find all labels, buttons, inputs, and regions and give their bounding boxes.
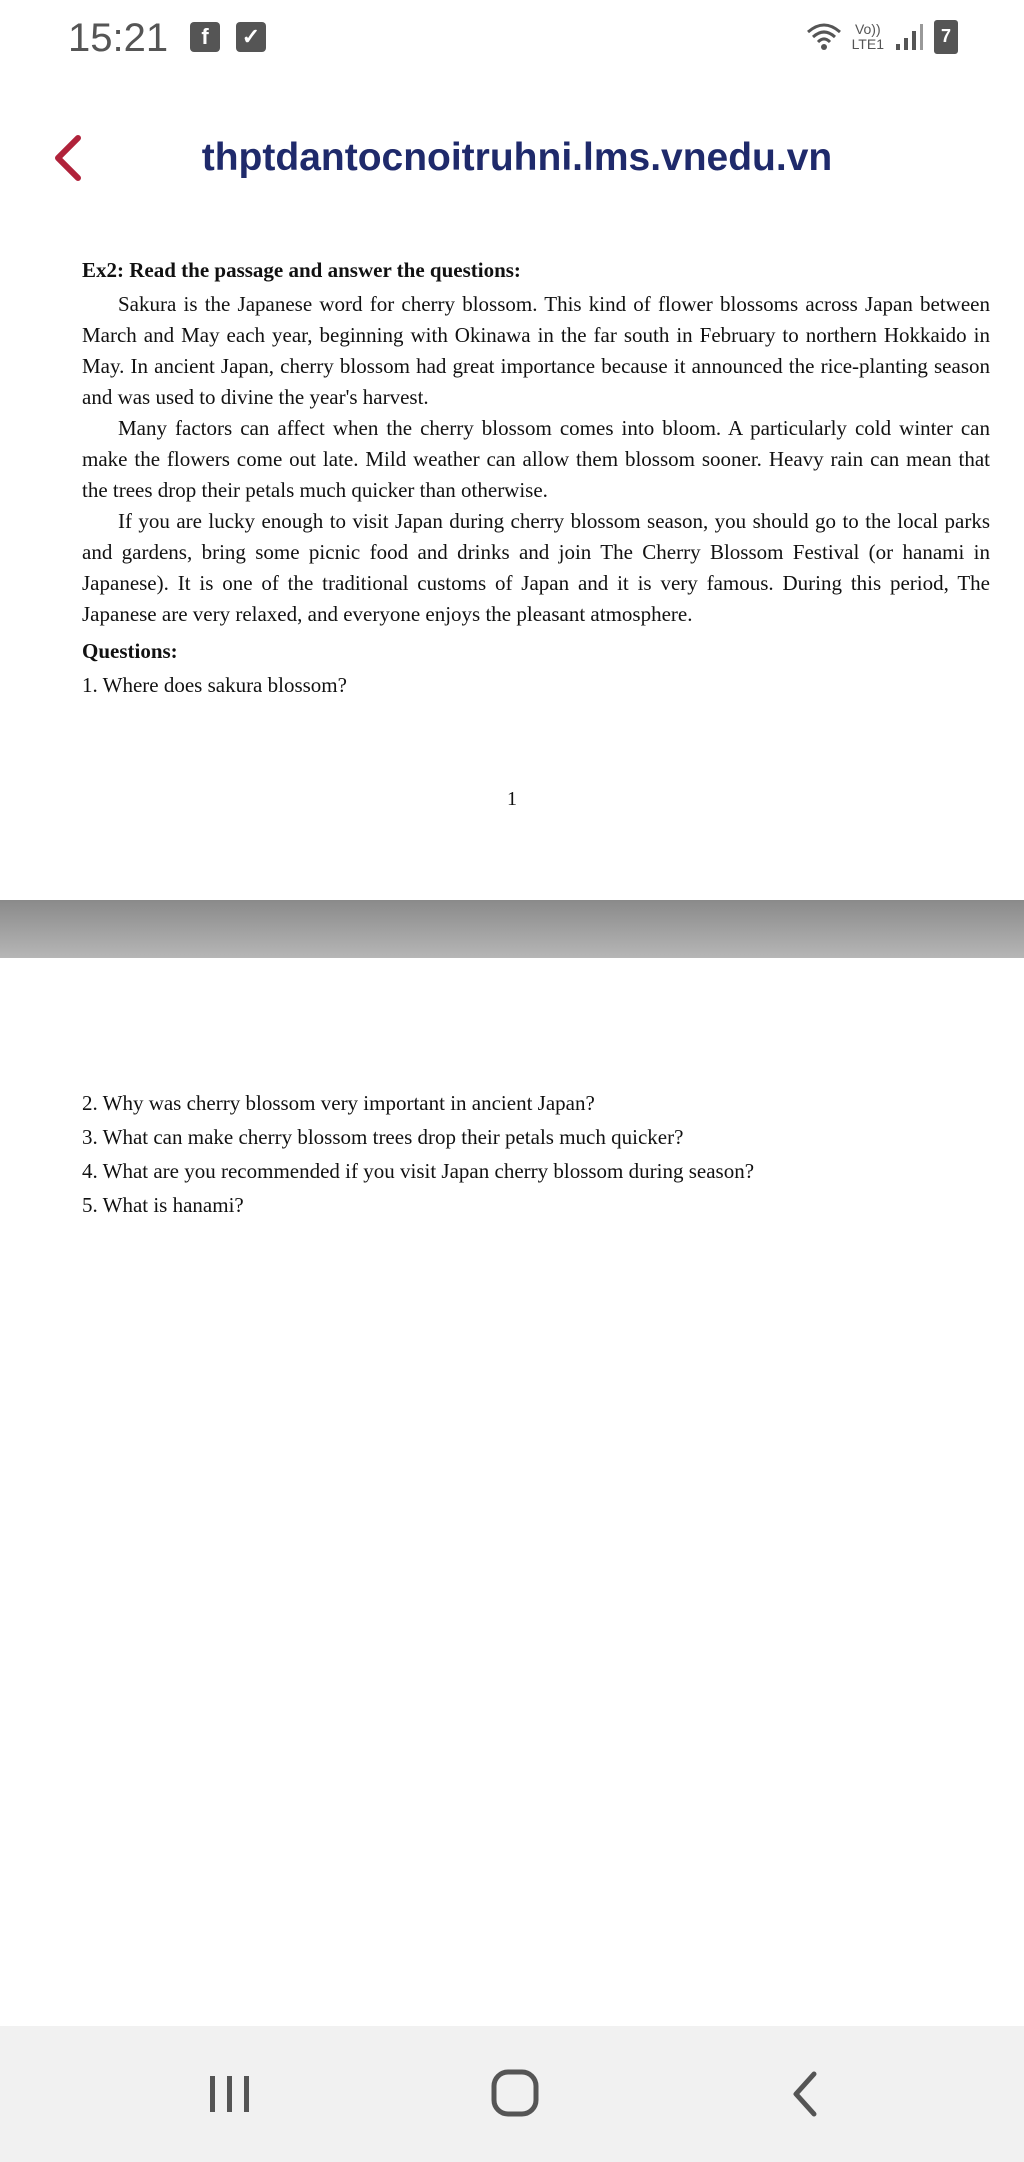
wifi-icon	[806, 22, 842, 52]
home-icon	[476, 2062, 556, 2126]
volte-indicator	[852, 22, 884, 52]
document-page-1	[0, 258, 1024, 900]
question-item: 2. Why was cherry blossom very important in ancient Japan?	[82, 1091, 595, 1115]
browser-header	[0, 110, 1024, 210]
status-system-icons	[806, 20, 958, 54]
passage-paragraph: Sakura is the Japanese word for cherry blossom. This kind of flower blossoms across Japan between March and May each year, beginning with Okinawa in the far south in February to northern Hokkaido in May. In ancient Japan, cherry blossom had great importance because it announced the rice-planting season and was used to divine the year's harvest.	[82, 292, 990, 409]
signal-icon	[894, 22, 924, 52]
question-item: 4. What are you recommended if you visit Japan cherry blossom during season?	[82, 1159, 755, 1183]
battery-level: 7	[940, 26, 951, 46]
question-item: 5. What is hanami?	[82, 1193, 244, 1217]
document-page-2	[0, 958, 1024, 2026]
question-item: 1. Where does sakura blossom?	[82, 673, 347, 697]
battery-icon	[934, 20, 958, 54]
recent-apps-icon	[190, 2062, 270, 2126]
passage-paragraph: Many factors can affect when the cherry blossom comes into bloom. A particularly cold winter can make the flowers come out late. Mild weather can allow them blossom sooner. Heavy rain can mean that the trees drop their petals much quicker than otherwise.	[82, 416, 990, 502]
passage-paragraph: If you are lucky enough to visit Japan during cherry blossom season, you should go to the local parks and gardens, bring some picnic food and drinks and join The Cherry Blossom Festival (or hanami in Japanese). It is one of the traditional customs of Japan and it is very famous. During this period, The Japanese are very relaxed, and everyone enjoys the pleasant atmosphere.	[82, 509, 990, 626]
system-back-button[interactable]	[766, 2062, 846, 2126]
question-item: 3. What can make cherry blossom trees drop their petals much quicker?	[82, 1125, 684, 1149]
back-icon	[766, 2062, 846, 2126]
home-button[interactable]	[476, 2062, 556, 2126]
recent-apps-button[interactable]	[190, 2062, 270, 2126]
document-text	[82, 258, 990, 702]
status-bar	[0, 0, 1024, 80]
site-title: thptdantocnoitruhni.lms.vnedu.vn	[201, 136, 833, 179]
status-time: 15:21	[68, 16, 169, 60]
exercise-heading: Ex2: Read the passage and answer the questions:	[82, 258, 521, 282]
facebook-icon: f	[190, 22, 220, 52]
navigation-bar	[0, 2026, 1024, 2162]
page-separator	[0, 900, 1024, 958]
volte-label: Vo))	[854, 21, 881, 37]
check-box-icon: ✓	[236, 22, 266, 52]
status-notification-icons	[190, 22, 266, 52]
lte-label: LTE1	[851, 36, 884, 52]
document-text	[82, 1086, 990, 1222]
questions-heading: Questions:	[82, 639, 178, 663]
page-number: 1	[507, 788, 517, 810]
